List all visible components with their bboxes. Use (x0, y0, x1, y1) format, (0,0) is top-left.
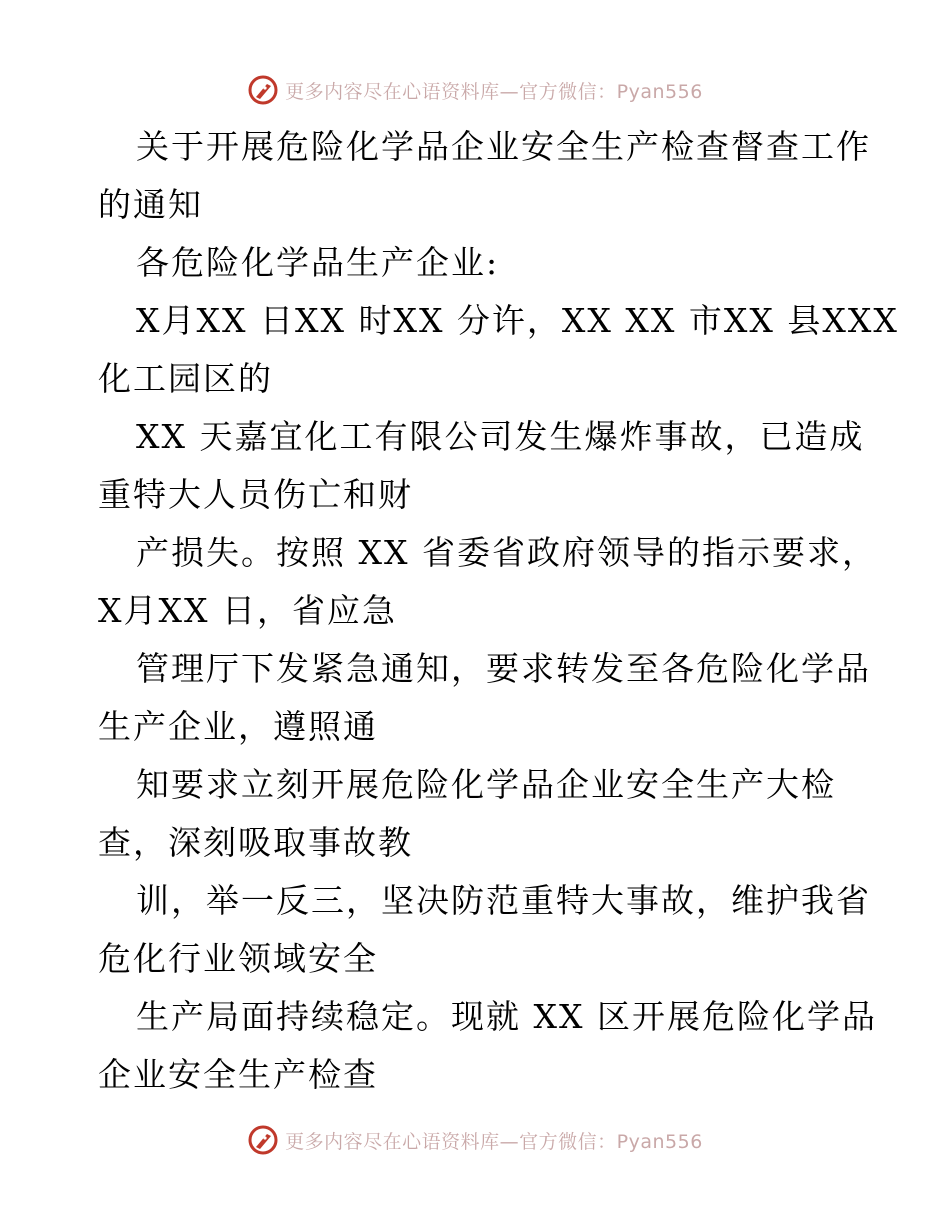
salutation: 各危险化学品生产企业: (136, 243, 500, 282)
paragraph-line: X月XX 日，省应急 (98, 591, 397, 630)
paragraph-line: 训，举一反三，坚决防范重特大事故，维护我省 (136, 881, 871, 920)
pen-nib-logo-icon (247, 1124, 279, 1156)
paragraph-line: 生产企业，遵照通 (98, 707, 378, 746)
paragraph-line: 危化行业领域安全 (98, 939, 378, 978)
paragraph-line: 管理厅下发紧急通知，要求转发至各危险化学品 (136, 649, 871, 688)
title-line-1: 关于开展危险化学品企业安全生产检查督查工作 (136, 127, 871, 166)
header-banner-text: 更多内容尽在心语资料库—官方微信：Pyan556 (285, 80, 703, 103)
footer-banner-text: 更多内容尽在心语资料库—官方微信：Pyan556 (285, 1130, 703, 1153)
pen-nib-logo-icon (247, 74, 279, 106)
paragraph-line: 产损失。按照 XX 省委省政府领导的指示要求， (136, 533, 877, 572)
paragraph-line: 重特大人员伤亡和财 (98, 475, 413, 514)
paragraph-line: 企业安全生产检查 (98, 1055, 378, 1094)
header-banner (0, 70, 950, 110)
document-body (98, 118, 899, 1104)
paragraph-line: 化工园区的 (98, 359, 273, 398)
footer-banner (0, 1120, 950, 1160)
paragraph-line: 查，深刻吸取事故教 (98, 823, 413, 862)
paragraph-line: 知要求立刻开展危险化学品企业安全生产大检 (136, 765, 836, 804)
paragraph-line: X月XX 日XX 时XX 分许，XX XX 市XX 县XXX (136, 301, 899, 340)
paragraph-line: 生产局面持续稳定。现就 XX 区开展危险化学品 (136, 997, 877, 1036)
title-line-2: 的通知 (98, 185, 203, 224)
paragraph-line: XX 天嘉宜化工有限公司发生爆炸事故，已造成 (136, 417, 865, 456)
